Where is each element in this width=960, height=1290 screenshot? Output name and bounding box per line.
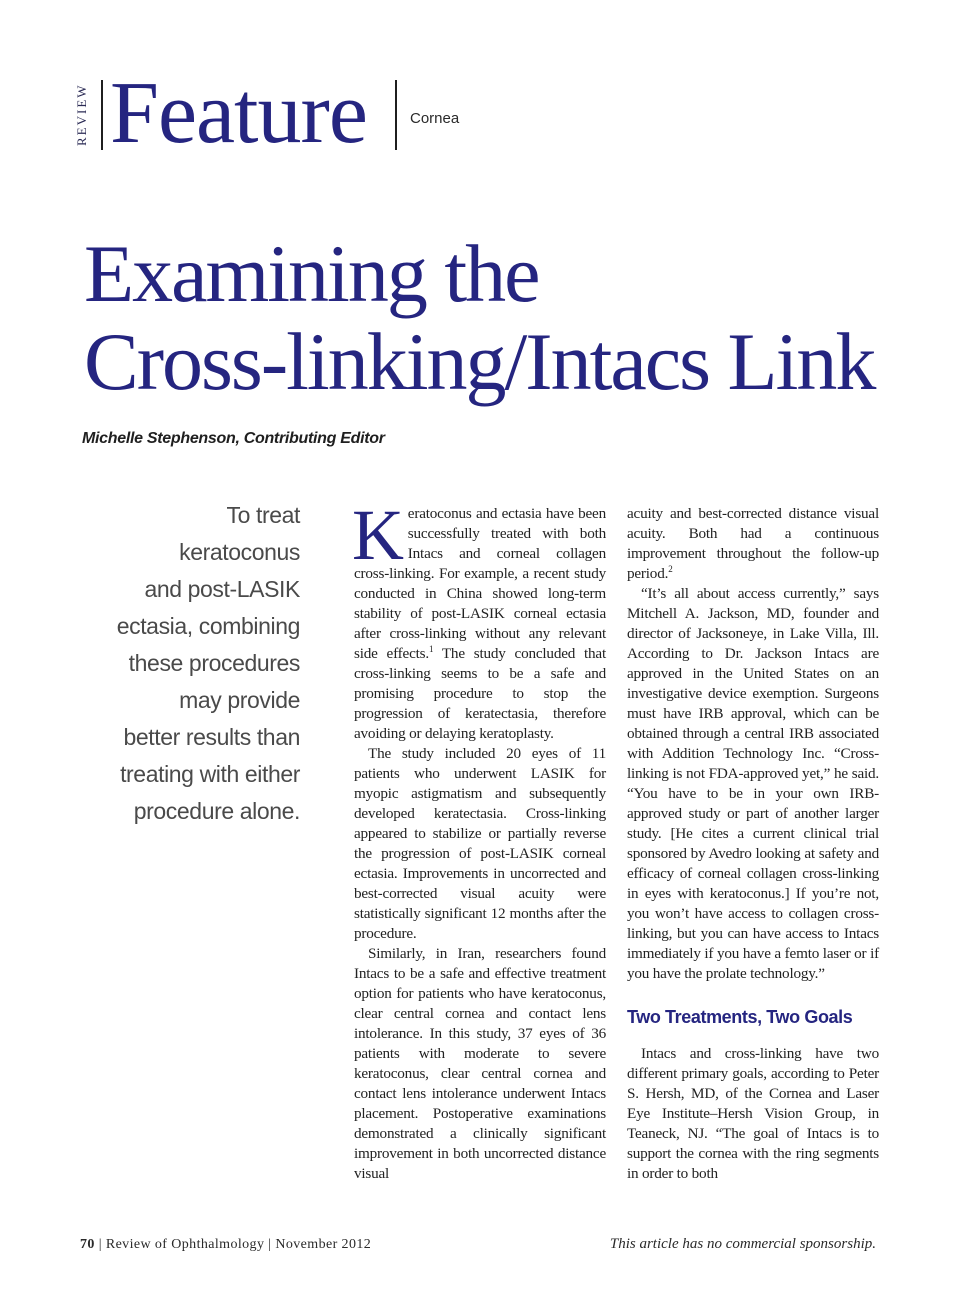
pull-quote-line: procedure alone. [133, 798, 300, 824]
body-paragraph: The study included 20 eyes of 11 patients who underwent LASIK for myopic astigmatism and subsequently developed keratectasia. Cross-linking appeared to stabilize or partially reverse the progression of post-LASIK corneal ectasia. Improvements in uncorrected and best-corrected visual acuity were statistically significant 12 months after the procedure. [354, 745, 606, 942]
body-column-2 [627, 504, 879, 1184]
reference-marker: 2 [668, 563, 673, 574]
feature-label: Feature [110, 65, 367, 162]
body-paragraph [352, 495, 606, 744]
article-title-line-1: Examining the [84, 228, 539, 319]
pull-quote-line: may provide [179, 687, 300, 713]
section-subheading: Two Treatments, Two Goals [627, 1007, 853, 1027]
drop-cap: K [352, 495, 404, 575]
pull-quote-line: treating with either [120, 761, 300, 787]
pull-quote-line: ectasia, combining [116, 613, 300, 639]
review-label: REVIEW [74, 83, 89, 147]
paragraph-text: The study concluded that cross-linking seems to be a safe and promising procedure to stop the progression of keratectasia, therefore avoiding or delaying keratoplasty. [354, 645, 606, 742]
sponsorship-disclaimer: This article has no commercial sponsorship. [609, 1236, 876, 1252]
issue-date: November 2012 [275, 1237, 372, 1252]
header-divider-left [101, 80, 103, 150]
body-paragraph: Intacs and cross-linking have two different primary goals, according to Peter S. Hersh, MD, of the Cornea and Laser Eye Institute–Hersh Vision Group, in Teaneck, NJ. “The goal of Intacs is to support the cornea with the ring segments in order to both [627, 1045, 879, 1182]
paragraph-text: eratoconus and ectasia have been successfully treated with both Intacs and corneal collagen cross-linking. For example, a recent study conducted in China showed long-term stability of post-LASIK corneal ectasia after cross-linking without any relevant side effects. [354, 505, 606, 662]
pull-quote-line: and post-LASIK [144, 576, 300, 602]
body-paragraph: “It’s all about access currently,” says Mitchell A. Jackson, MD, founder and director of Jacksoneye, in Lake Villa, Ill. According to Dr. Jackson Intacs are approved in the United States on an investigative device exemption. Surgeons must have IRB approval, which can be obtained through a central IRB associated with Addition Technology Inc. “Cross-linking is not FDA-approved yet,” he said. “You have to be in your own IRB-approved study or part of another larger study. [He cites a current clinical trial sponsored by Avedro looking at safety and efficacy of corneal collagen cross-linking in eyes with keratoconus.] If you’re not, you won’t have access to collagen cross-linking, but you can have access to Intacs immediately if you have a femto laser or if you have the prolate technology.” [627, 585, 879, 982]
body-paragraph [627, 504, 879, 584]
reference-marker: 1 [428, 643, 434, 654]
pull-quote-line: keratoconus [179, 539, 300, 565]
page-number: 70 [80, 1237, 95, 1252]
footer-folio [80, 1237, 371, 1253]
section-label: Cornea [410, 110, 460, 127]
article-title-line-2: Cross-linking/Intacs Link [84, 316, 875, 407]
journal-name: Review of Ophthalmology [105, 1237, 265, 1252]
footer-separator: | [268, 1237, 272, 1252]
byline: Michelle Stephenson, Contributing Editor [82, 430, 385, 447]
footer-separator: | [98, 1237, 102, 1252]
pull-quote [100, 497, 300, 830]
paragraph-text: acuity and best-corrected distance visual acuity. Both had a continuous improvement throughout the follow-up period. [627, 505, 879, 582]
header-divider-right [395, 80, 397, 150]
pull-quote-line: better results than [123, 724, 300, 750]
pull-quote-line: To treat [226, 502, 300, 528]
body-column-1 [352, 495, 606, 1184]
body-paragraph: Similarly, in Iran, researchers found Intacs to be a safe and effective treatment option for patients who have keratoconus, clear central cornea and contact lens intolerance. In this study, 37 eyes of 36 patients with moderate to severe keratoconus, clear central cornea and contact lens intolerance underwent Intacs placement. Postoperative examinations demonstrated a clinically significant improvement in both uncorrected distance visual [354, 945, 606, 1182]
article-title [84, 230, 944, 406]
pull-quote-line: these procedures [128, 650, 300, 676]
